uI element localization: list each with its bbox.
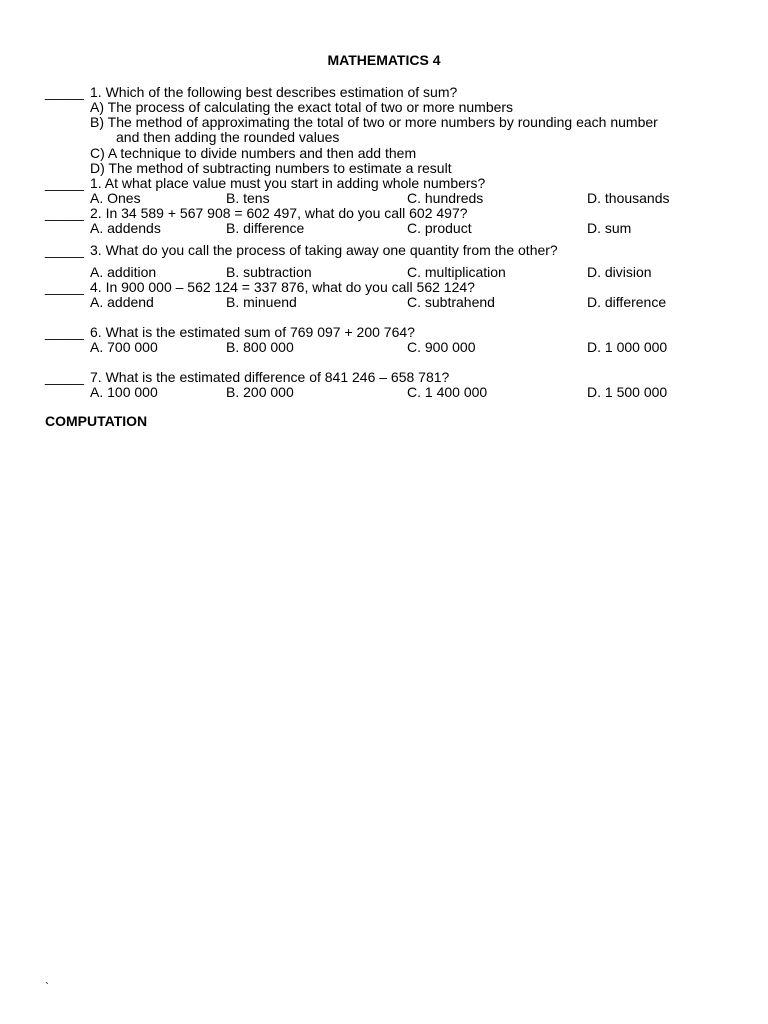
choice-b: B. tens <box>226 190 270 206</box>
choice-c: C. 1 400 000 <box>407 384 488 400</box>
option-a: A) The process of calculating the exact total of two or more numbers <box>90 99 514 115</box>
choice-c: C. hundreds <box>407 190 484 206</box>
choice-a: A. Ones <box>90 190 141 206</box>
choice-c: C. 900 000 <box>407 339 476 355</box>
choice-b: B. difference <box>226 220 305 236</box>
choice-d: D. division <box>587 264 652 280</box>
question-text: 1. At what place value must you start in adding whole numbers? <box>90 175 486 191</box>
choice-a: A. addition <box>90 264 157 280</box>
question-text: 4. In 900 000 – 562 124 = 337 876, what do you call 562 124? <box>90 279 475 295</box>
choice-a: A. addend <box>90 294 154 310</box>
answer-blank: _____ <box>45 324 84 340</box>
option-b: B) The method of approximating the total of two or more numbers by rounding each number <box>90 114 658 130</box>
footer-mark: ` <box>45 980 49 994</box>
option-b-continuation: and then adding the rounded values <box>116 129 340 145</box>
option-d: D) The method of subtracting numbers to estimate a result <box>90 160 452 176</box>
answer-blank: _____ <box>45 175 84 191</box>
page-title: MATHEMATICS 4 <box>327 52 441 68</box>
answer-blank: _____ <box>45 369 84 385</box>
choice-c: C. subtrahend <box>407 294 495 310</box>
choice-b: B. 200 000 <box>226 384 294 400</box>
choice-d: D. thousands <box>587 190 670 206</box>
choice-d: D. sum <box>587 220 632 236</box>
section-heading-computation: COMPUTATION <box>45 413 148 429</box>
choice-c: C. product <box>407 220 472 236</box>
choice-a: A. 700 000 <box>90 339 158 355</box>
choice-b: B. 800 000 <box>226 339 294 355</box>
answer-blank: _____ <box>45 242 84 258</box>
question-text: 7. What is the estimated difference of 841 246 – 658 781? <box>90 369 450 385</box>
choice-a: A. 100 000 <box>90 384 158 400</box>
choice-d: D. 1 500 000 <box>587 384 668 400</box>
choice-b: B. subtraction <box>226 264 312 280</box>
question-text: 1. Which of the following best describes estimation of sum? <box>90 84 458 100</box>
choice-b: B. minuend <box>226 294 297 310</box>
question-text: 3. What do you call the process of taking away one quantity from the other? <box>90 242 558 258</box>
answer-blank: _____ <box>45 205 84 221</box>
answer-blank: _____ <box>45 279 84 295</box>
choice-a: A. addends <box>90 220 161 236</box>
choice-d: D. difference <box>587 294 667 310</box>
option-c: C) A technique to divide numbers and then add them <box>90 145 417 161</box>
question-text: 2. In 34 589 + 567 908 = 602 497, what do you call 602 497? <box>90 205 468 221</box>
choice-c: C. multiplication <box>407 264 506 280</box>
choice-d: D. 1 000 000 <box>587 339 668 355</box>
answer-blank: _____ <box>45 84 84 100</box>
question-text: 6. What is the estimated sum of 769 097 + 200 764? <box>90 324 415 340</box>
